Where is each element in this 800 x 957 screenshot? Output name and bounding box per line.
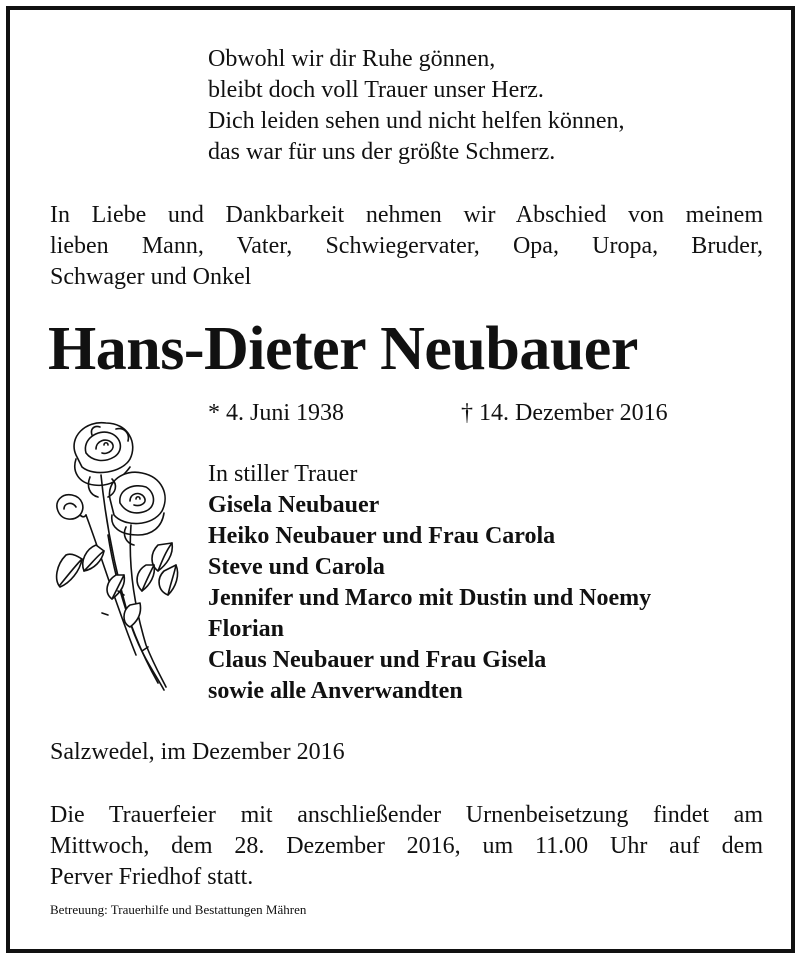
mourner-name: Claus Neubauer und Frau Gisela <box>208 647 547 673</box>
intro-text <box>50 200 763 293</box>
place-date: Salzwedel, im Dezember 2016 <box>50 739 345 765</box>
service-line: Die Trauerfeier mit anschließender Urnenbeisetzung findet am <box>50 802 763 828</box>
mourner-name: sowie alle Anverwandten <box>208 678 463 704</box>
service-info <box>50 800 763 893</box>
mourner-name: Florian <box>208 616 284 642</box>
mourner-name: Steve und Carola <box>208 554 385 580</box>
mourners-list <box>208 459 651 707</box>
funeral-care-credit: Betreuung: Trauerhilfe und Bestattungen Mähren <box>50 902 307 917</box>
mourner-name: Jennifer und Marco mit Dustin und Noemy <box>208 585 652 611</box>
service-line: Mittwoch, dem 28. Dezember 2016, um 11.00 Uhr auf dem <box>50 833 763 859</box>
rose-icon <box>46 415 186 705</box>
deceased-name: Hans-Dieter Neubauer <box>48 315 638 383</box>
poem-line: Dich leiden sehen und nicht helfen können, <box>208 108 625 134</box>
mourner-name: Heiko Neubauer und Frau Carola <box>208 523 556 549</box>
poem-line: bleibt doch voll Trauer unser Herz. <box>208 77 544 103</box>
intro-line: In Liebe und Dankbarkeit nehmen wir Abschied von meinem <box>50 202 763 228</box>
service-line: Perver Friedhof statt. <box>50 864 254 890</box>
intro-line: lieben Mann, Vater, Schwiegervater, Opa, Uropa, Bruder, <box>50 233 763 259</box>
poem-line: Obwohl wir dir Ruhe gönnen, <box>208 46 496 72</box>
intro-line: Schwager und Onkel <box>50 264 252 290</box>
poem <box>208 44 625 168</box>
poem-line: das war für uns der größte Schmerz. <box>208 139 556 165</box>
mourner-name: Gisela Neubauer <box>208 492 380 518</box>
death-date: † 14. Dezember 2016 <box>461 400 668 426</box>
mourners-heading: In stiller Trauer <box>208 461 358 487</box>
birth-date: * 4. Juni 1938 <box>208 400 345 426</box>
obituary-frame <box>6 6 795 953</box>
